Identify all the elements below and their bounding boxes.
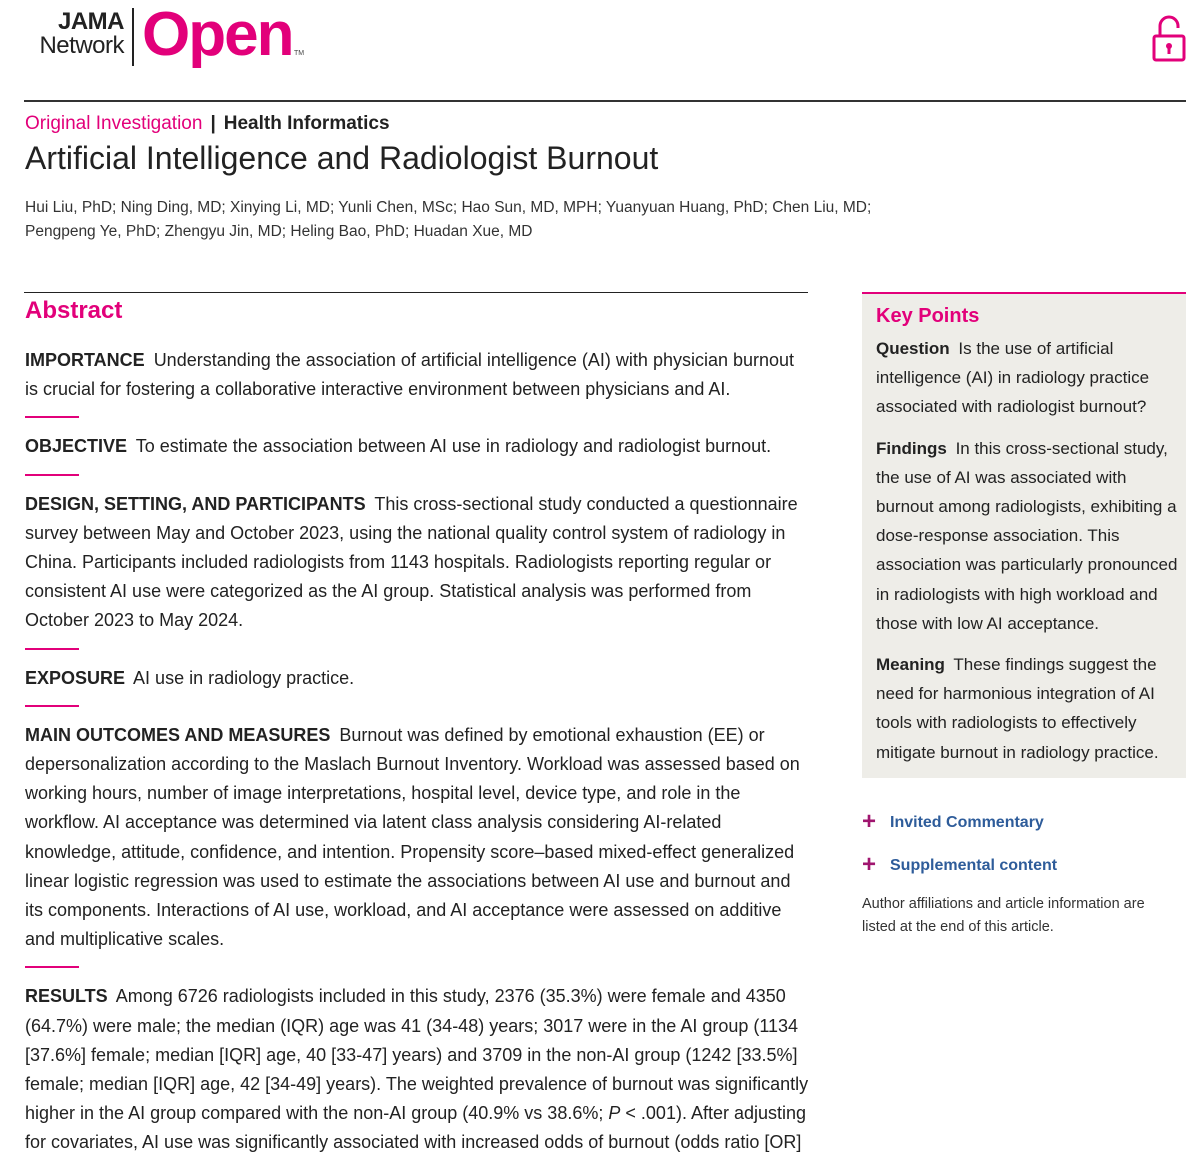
logo-jama-text: JAMA <box>57 8 124 35</box>
supplemental-content-label: Supplemental content <box>890 857 1058 874</box>
findings-text: In this cross-sectional study, the use of AI was associated with burnout among radiologists, exhibiting a dose-response association. This association was particularly pronounced in radiologists with high workload and those with low AI acceptance. <box>876 438 1178 633</box>
logo-divider <box>132 8 134 66</box>
section-divider <box>25 416 79 418</box>
logo-trademark: TM <box>294 50 305 57</box>
article-title: Artificial Intelligence and Radiologist Burnout <box>25 140 659 176</box>
abstract-body <box>25 346 811 1158</box>
authors-line-1: Hui Liu, PhD; Ning Ding, MD; Xinying Li, MD; Yunli Chen, MSc; Hao Sun, MD, MPH; Yuanyuan Huang, PhD; Chen Liu, MD; <box>25 199 872 216</box>
section-divider <box>25 966 79 968</box>
abstract-rule <box>24 292 808 293</box>
logo-network-text: Network <box>39 32 124 59</box>
meaning-label: Meaning <box>876 655 945 675</box>
results-label: RESULTS <box>25 986 108 1007</box>
supplemental-content-link[interactable] <box>862 851 1058 878</box>
meaning-text: These findings suggest the need for harmonious integration of AI tools with radiologists to effectively mitigate burnout in radiology practice. <box>876 655 1159 762</box>
article-kicker <box>25 112 390 136</box>
question-text: Is the use of artificial intelligence (AI) in radiology practice associated with radiologist burnout? <box>876 339 1150 417</box>
outcomes-text: Burnout was defined by emotional exhaustion (EE) or depersonalization according to the Maslach Burnout Inventory. Workload was assessed based on working hours, number of image interpretations, hospital level, device type, and role in the workflow. AI acceptance was determined via latent class analysis considering AI-related knowledge, attitude, confidence, and intention. Propensity score–based mixed-effect generalized linear logistic regression was used to estimate the associations between AI use and burnout and its components. Interactions of AI use, workload, and AI acceptance were assessed on additive and multiplicative scales. <box>25 724 800 950</box>
results-text-2: < .001). After adjusting for covariates, AI use was significantly associated with increased odds of burnout (odds ratio [OR] <box>25 1103 807 1153</box>
outcomes-label: MAIN OUTCOMES AND MEASURES <box>25 724 331 745</box>
abstract-importance <box>25 346 811 404</box>
findings-label: Findings <box>876 438 947 458</box>
plus-icon: + <box>862 808 877 835</box>
results-p-symbol: P <box>608 1103 621 1124</box>
abstract-outcomes <box>25 721 811 955</box>
header-rule <box>24 100 1186 102</box>
key-points-body <box>876 334 1178 779</box>
importance-text: Understanding the association of artificial intelligence (AI) with physician burnout is crucial for fostering a collaborative interactive environment between physicians and AI. <box>25 350 795 400</box>
objective-text: To estimate the association between AI use in radiology and radiologist burnout. <box>135 436 772 457</box>
abstract-exposure <box>25 664 811 693</box>
kicker-separator: | <box>210 113 216 134</box>
section-divider <box>25 705 79 707</box>
abstract-heading: Abstract <box>25 297 123 324</box>
unlocked-lock-icon[interactable] <box>1152 14 1186 62</box>
invited-commentary-label: Invited Commentary <box>890 814 1044 831</box>
exposure-label: EXPOSURE <box>25 667 126 688</box>
key-point-findings <box>876 434 1178 638</box>
abstract-results <box>25 982 811 1157</box>
importance-label: IMPORTANCE <box>25 350 145 370</box>
key-point-question <box>876 334 1178 422</box>
design-text: This cross-sectional study conducted a questionnaire survey between May and October 2023, using the national quality control system of radiology in China. Participants included radiologists from 1143 hospitals. Radiologists reporting regular or consistent AI use were categorized as the AI group. Statistical analysis was performed from October 2023 to May 2024. <box>25 493 798 631</box>
logo-open-text: Open <box>142 0 293 69</box>
results-text-1: Among 6726 radiologists included in this study, 2376 (35.3%) were female and 4350 (64.7%) were male; the median (IQR) age was 41 (34-48) years; 3017 were in the AI group (1134 [37.6%] female; median [IQR] age, 40 [33-47] years) and 3709 in the non-AI group (1242 [33.5%] female; median [IQR] age, 42 [34-49] years). The weighted prevalence of burnout was significantly higher in the AI group compared with the non-AI group (40.9% vs 38.6%; <box>25 986 809 1124</box>
invited-commentary-link[interactable] <box>862 808 1044 835</box>
objective-label: OBJECTIVE <box>25 436 128 457</box>
logo-wordmark <box>26 10 124 58</box>
question-label: Question <box>876 339 950 358</box>
abstract-objective <box>25 432 811 461</box>
abstract-design <box>25 490 811 636</box>
key-points-heading: Key Points <box>876 305 980 327</box>
key-point-meaning <box>876 650 1178 767</box>
key-points-box <box>862 292 1186 778</box>
affiliations-note: Author affiliations and article information are listed at the end of this article. <box>862 896 1145 935</box>
authors-line-2: Pengpeng Ye, PhD; Zhengyu Jin, MD; Heling Bao, PhD; Huadan Xue, MD <box>25 223 533 240</box>
article-category[interactable]: Original Investigation <box>25 113 203 134</box>
exposure-text: AI use in radiology practice. <box>133 667 355 688</box>
section-divider <box>25 474 79 476</box>
author-list <box>25 196 885 244</box>
section-divider <box>25 648 79 650</box>
article-topic[interactable]: Health Informatics <box>223 113 390 134</box>
design-label: DESIGN, SETTING, AND PARTICIPANTS <box>25 493 366 514</box>
plus-icon: + <box>862 851 877 878</box>
